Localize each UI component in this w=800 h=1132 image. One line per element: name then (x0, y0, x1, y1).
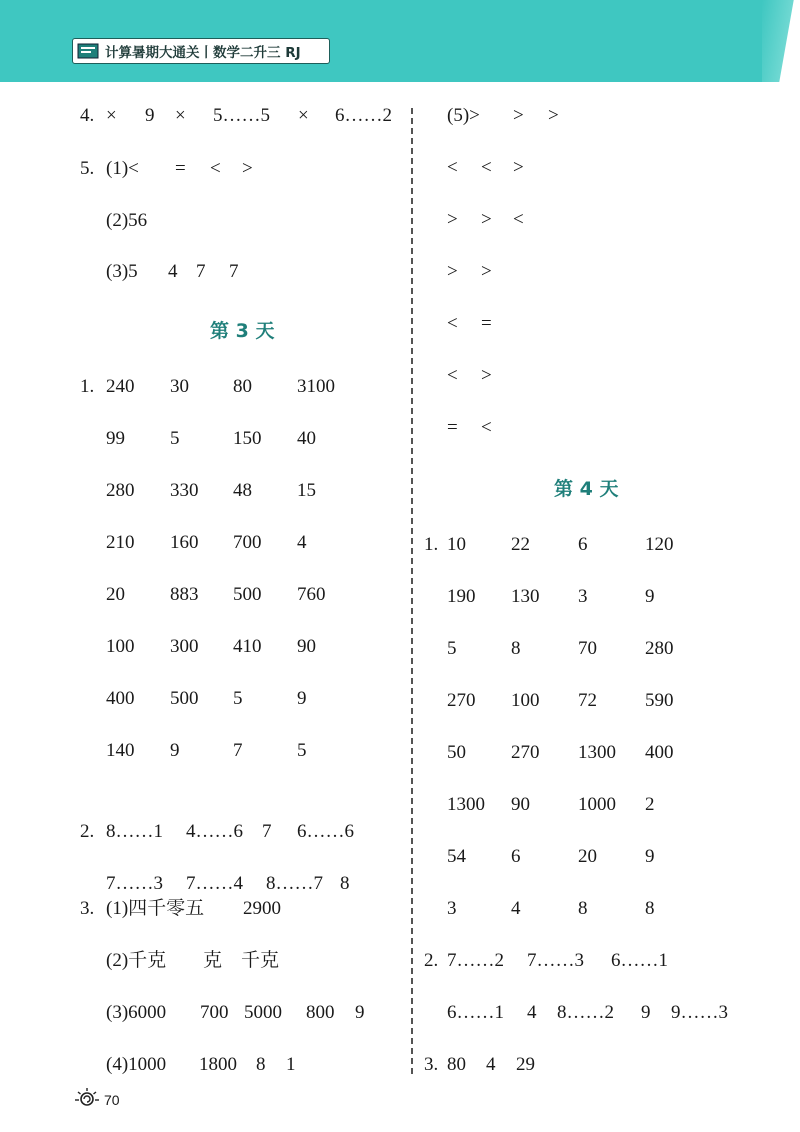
answer-cell: 9 (645, 846, 655, 867)
answer-cell: 2900 (243, 898, 281, 919)
answer-cell: 7……3 (106, 873, 163, 894)
answer-cell: 30 (170, 376, 189, 397)
answer-cell: < (447, 313, 458, 334)
answer-cell: 1 (286, 1054, 296, 1075)
answer-cell: 6……1 (447, 1002, 504, 1023)
answer-cell: 500 (233, 584, 262, 605)
answer-cell: 8 (645, 898, 655, 919)
answer-cell: 9 (145, 105, 155, 126)
answer-cell: 70 (578, 638, 597, 659)
answer-cell: 330 (170, 480, 199, 501)
answer-cell: 4……6 (186, 821, 243, 842)
answer-cell: > (513, 157, 524, 178)
answer-cell: 10 (447, 534, 466, 555)
answer-cell: 5. (80, 158, 95, 179)
answer-cell: 100 (106, 636, 135, 657)
answer-cell: > (481, 261, 492, 282)
answer-cell: 4 (486, 1054, 496, 1075)
column-divider (411, 108, 413, 1074)
answer-cell: 9 (355, 1002, 365, 1023)
answer-cell: × (106, 105, 117, 126)
answer-cell: 6 (511, 846, 521, 867)
answer-cell: 140 (106, 740, 135, 761)
answer-cell: 5 (233, 688, 243, 709)
answer-cell: < (481, 157, 492, 178)
answer-cell: (3)5 (106, 261, 138, 282)
answer-cell: 280 (106, 480, 135, 501)
answer-cell: 6……2 (335, 105, 392, 126)
answer-cell: 2. (80, 821, 95, 842)
answer-cell: 100 (511, 690, 540, 711)
answer-cell: 5 (447, 638, 457, 659)
answer-cell: 400 (645, 742, 674, 763)
answer-cell: 90 (297, 636, 316, 657)
answer-cell: 1000 (578, 794, 616, 815)
answer-cell: 54 (447, 846, 466, 867)
book-icon (77, 43, 99, 59)
answer-cell: (2)千克 (106, 950, 167, 971)
answer-cell: > (548, 105, 559, 126)
answer-cell: 8……2 (557, 1002, 614, 1023)
answer-cell: > (513, 105, 524, 126)
answer-cell: 1300 (447, 794, 485, 815)
answer-cell: × (298, 105, 309, 126)
answer-cell: 3 (578, 586, 588, 607)
answer-cell: 240 (106, 376, 135, 397)
answer-cell: 3 (447, 898, 457, 919)
answer-cell: 9 (170, 740, 180, 761)
answer-cell: 9……3 (671, 1002, 728, 1023)
answer-cell: = (447, 417, 458, 438)
answer-cell: 千克 (241, 950, 280, 971)
answer-cell: 700 (200, 1002, 229, 1023)
answer-cell: 15 (297, 480, 316, 501)
answer-cell: 8……7 (266, 873, 323, 894)
answer-cell: 130 (511, 586, 540, 607)
answer-cell: 9 (645, 586, 655, 607)
answer-cell: 2. (424, 950, 439, 971)
answer-cell: 8 (578, 898, 588, 919)
answer-cell: 50 (447, 742, 466, 763)
answer-cell: 800 (306, 1002, 335, 1023)
answer-cell: (3)6000 (106, 1002, 167, 1023)
answer-cell: 4 (297, 532, 307, 553)
answer-cell: 8……1 (106, 821, 163, 842)
answer-cell: 7 (196, 261, 206, 282)
answer-cell: 80 (233, 376, 252, 397)
answer-cell: < (447, 157, 458, 178)
day-3-heading: 第 3 天 (210, 320, 275, 342)
answer-cell: 7……4 (186, 873, 243, 894)
answer-cell: 5 (170, 428, 180, 449)
answer-cell: 克 (203, 950, 223, 971)
answer-cell: < (210, 158, 221, 179)
answer-cell: 190 (447, 586, 476, 607)
answer-cell: = (481, 313, 492, 334)
answer-cell: 7 (262, 821, 272, 842)
answer-cell: 8 (256, 1054, 266, 1075)
answer-cell: 6……1 (611, 950, 668, 971)
answer-cell: 80 (447, 1054, 466, 1075)
answer-cell: 410 (233, 636, 262, 657)
answer-cell: (4)1000 (106, 1054, 167, 1075)
answer-cell: 48 (233, 480, 252, 501)
answer-cell: > (447, 261, 458, 282)
answer-cell: 280 (645, 638, 674, 659)
answer-cell: 40 (297, 428, 316, 449)
answer-cell: 5000 (244, 1002, 282, 1023)
answer-cell: 1300 (578, 742, 616, 763)
answer-cell: 120 (645, 534, 674, 555)
answer-cell: (1)< (106, 158, 139, 179)
day-4-heading: 第 4 天 (554, 478, 619, 500)
answer-cell: 3100 (297, 376, 335, 397)
answer-cell: 160 (170, 532, 199, 553)
answer-cell: 9 (297, 688, 307, 709)
page-number: 70 (104, 1091, 120, 1108)
answer-cell: 22 (511, 534, 530, 555)
answer-cell: 760 (297, 584, 326, 605)
answer-cell: < (481, 417, 492, 438)
book-title: 计算暑期大通关丨数学二升三 RJ (105, 45, 301, 61)
answer-cell: 300 (170, 636, 199, 657)
answer-cell: 4 (168, 261, 178, 282)
answer-cell: (5)> (447, 105, 480, 126)
answer-cell: = (175, 158, 186, 179)
answer-cell: 270 (447, 690, 476, 711)
answer-cell: (1)四千零五 (106, 898, 205, 919)
answer-cell: > (481, 209, 492, 230)
answer-cell: 7……2 (447, 950, 504, 971)
answer-cell: 90 (511, 794, 530, 815)
answer-cell: 99 (106, 428, 125, 449)
answer-cell: 4. (80, 105, 95, 126)
answer-cell: 29 (516, 1054, 535, 1075)
answer-cell: 500 (170, 688, 199, 709)
answer-cell: 2 (645, 794, 655, 815)
answer-cell: 590 (645, 690, 674, 711)
answer-cell: 7 (229, 261, 239, 282)
answer-cell: 1. (80, 376, 95, 397)
answer-cell: > (481, 365, 492, 386)
answer-cell: 4 (527, 1002, 537, 1023)
answer-cell: < (513, 209, 524, 230)
answer-cell: 7……3 (527, 950, 584, 971)
page-footer (74, 1086, 120, 1113)
answer-cell: 6……6 (297, 821, 354, 842)
answer-cell: 700 (233, 532, 262, 553)
answer-cell: 8 (511, 638, 521, 659)
answer-cell: 6 (578, 534, 588, 555)
answer-cell: 8 (340, 873, 350, 894)
page-header (0, 0, 800, 82)
book-title-bar (72, 38, 330, 64)
answer-cell: × (175, 105, 186, 126)
answer-cell: 5……5 (213, 105, 270, 126)
answer-cell: 883 (170, 584, 199, 605)
answer-cell: 1. (424, 534, 439, 555)
answer-cell: > (242, 158, 253, 179)
answer-cell: (2)56 (106, 210, 148, 231)
answer-cell: 20 (578, 846, 597, 867)
answer-cell: 5 (297, 740, 307, 761)
answer-cell: 20 (106, 584, 125, 605)
answer-cell: > (447, 209, 458, 230)
answer-cell: 4 (511, 898, 521, 919)
answer-cell: 9 (641, 1002, 651, 1023)
answer-cell: 3. (80, 898, 95, 919)
answer-cell: < (447, 365, 458, 386)
answer-cell: 210 (106, 532, 135, 553)
sun-swirl-icon (74, 1086, 100, 1113)
answer-cell: 150 (233, 428, 262, 449)
answer-cell: 400 (106, 688, 135, 709)
answer-cell: 72 (578, 690, 597, 711)
answer-cell: 270 (511, 742, 540, 763)
answer-cell: 1800 (199, 1054, 237, 1075)
answer-cell: 7 (233, 740, 243, 761)
page-corner-fold (762, 0, 800, 82)
answer-cell: 3. (424, 1054, 439, 1075)
